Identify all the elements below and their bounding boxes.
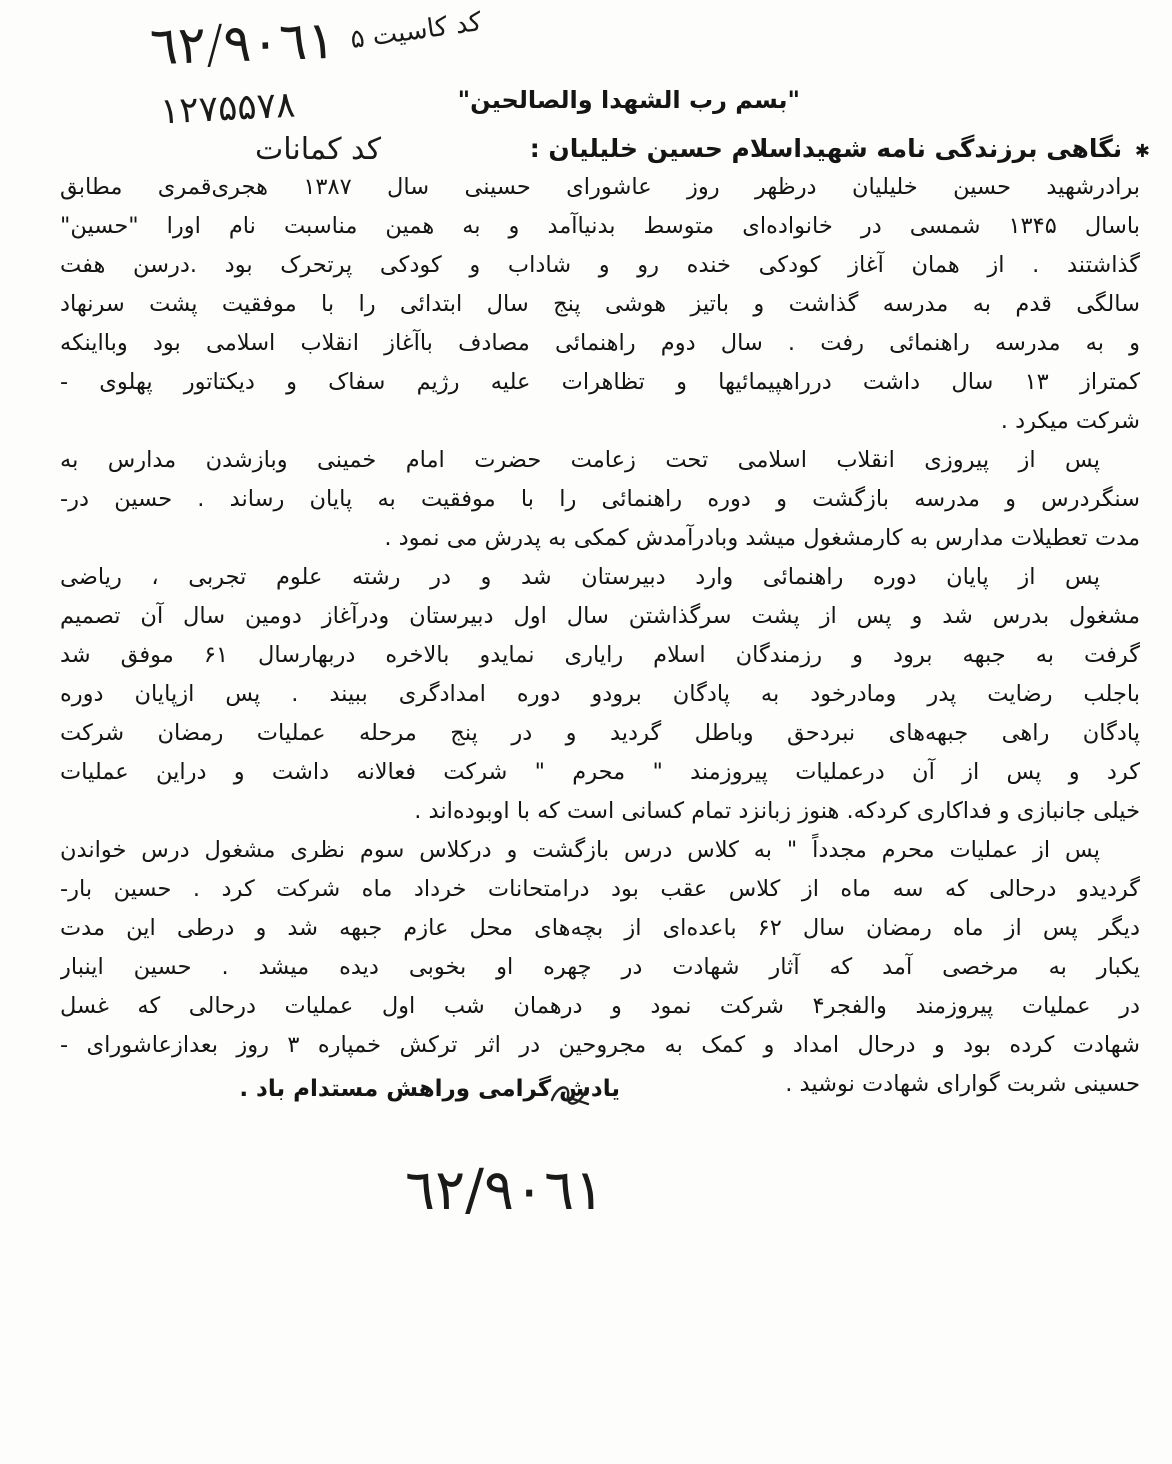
body-line: شهادت کرده بود و درحال امداد و کمک به مجروحین در اثر ترکش خمپاره ۳ روز بعدازعاشورای -	[60, 1032, 1140, 1058]
biography-body	[60, 168, 1140, 1104]
asterisk-icon: ✱	[1134, 141, 1150, 162]
body-line: پس از پایان دوره راهنمائی وارد دبیرستان شد و در رشته علوم تجربی ، ریاضی	[60, 564, 1100, 590]
body-line: سالگی قدم به مدرسه گذاشت و باتیز هوشی پنج سال ابتدائی را با موفقیت پشت سرنهاد	[60, 291, 1140, 317]
body-line: یکبار به مرخصی آمد که آثار شهادت در چهره او بخوبی دیده میشد . حسین اینبار	[60, 954, 1140, 980]
body-line: گذاشتند . از همان آغاز کودکی خنده رو و شاداب و کودکی پرتحرک بود .درسن هفت	[60, 252, 1140, 278]
handwritten-signature-mark	[548, 1080, 592, 1114]
body-line: و به مدرسه راهنمائی رفت . سال دوم راهنمائی مصادف باآغاز انقلاب اسلامی بود وبااینکه	[60, 330, 1140, 356]
body-line: حسینی شربت گوارای شهادت نوشید .	[785, 1071, 1140, 1097]
document-heading-bismillah: "بسم رب الشهدا والصالحین"	[457, 86, 800, 114]
body-line: شرکت میکرد .	[1000, 408, 1140, 434]
body-line: دیگر پس از ماه رمضان سال ۶۲ باعده‌ای از بچه‌های محل عازم جبهه شد و درطی این مدت	[60, 915, 1140, 941]
document-subject-line	[390, 134, 1150, 163]
handwritten-archive-number: ۱۲۷۵۵۷۸	[159, 84, 297, 133]
body-line: کرد و پس از آن درعملیات پیروزمند " محرم " شرکت فعالانه داشت و دراین عملیات	[60, 759, 1140, 785]
body-line: گرفت به جبهه برود و رزمندگان اسلام رایاری نمایدو بالاخره دربهارسال ۶۱ موفق شد	[60, 642, 1140, 668]
body-line: در عملیات پیروزمند والفجر۴ شرکت نمود و درهمان شب اول عملیات درحالی که غسل	[60, 993, 1140, 1019]
closing-line: یادش گرامی وراهش مستدام باد .	[239, 1076, 620, 1102]
body-line: مدت تعطیلات مدارس به کارمشغول میشد وبادرآمدش کمکی به پدرش می نمود .	[384, 525, 1140, 551]
body-line: خیلی جانبازی و فداکاری کردکه. هنوز زبانزد تمام کسانی است که با اوبوده‌اند .	[414, 798, 1140, 824]
body-line: پس از عملیات محرم مجدداً " به کلاس درس بازگشت و درکلاس سوم نظری مشغول درس خواندن	[60, 837, 1100, 863]
body-line: برادرشهید حسین خلیلیان درظهر روز عاشورای حسینی سال ۱۳۸۷ هجری‌قمری مطابق	[60, 174, 1140, 200]
body-line: کمتراز ۱۳ سال داشت درراهپیمائیها و تظاهرات علیه رژیم سفاک و دیکتاتور پهلوی -	[60, 369, 1140, 395]
body-line: پس از پیروزی انقلاب اسلامی تحت زعامت حضرت امام خمینی وبازشدن مدارس به	[60, 447, 1100, 473]
handwritten-cassette-note: کد کاسیت ۵	[348, 6, 484, 56]
handwritten-reference-number-bottom: ٦٢/٩٠٦١	[405, 1158, 605, 1223]
handwritten-reference-number: ٦٢/٩٠٦١	[149, 10, 337, 78]
body-line: پادگان راهی جبهه‌های نبردحق وباطل گردید و در پنج مرحله عملیات رمضان شرکت	[60, 720, 1140, 746]
body-line: سنگردرس و مدرسه بازگشت و دوره راهنمائی را با موفقیت به پایان رساند . حسین در-	[60, 486, 1140, 512]
body-line: باسال ۱۳۴۵ شمسی در خانواده‌ای متوسط بدنیاآمد و به همین مناسبت نام اورا "حسین"	[60, 213, 1140, 239]
subject-text: نگاهی برزندگی نامه شهیداسلام حسین خلیلیان :	[529, 134, 1123, 163]
body-line: گردیدو درحالی که سه ماه از کلاس عقب بود درامتحانات خرداد ماه شرکت کرد . حسین بار-	[60, 876, 1140, 902]
body-line: باجلب رضایت پدر ومادرخود به پادگان برودو دوره امدادگری ببیند . پس ازپایان دوره	[60, 681, 1140, 707]
handwritten-code-note: کد کمانات	[255, 132, 382, 167]
body-line: مشغول بدرس شد و پس از پشت سرگذاشتن سال اول دبیرستان ودرآغاز دومین سال آن تصمیم	[60, 603, 1140, 629]
